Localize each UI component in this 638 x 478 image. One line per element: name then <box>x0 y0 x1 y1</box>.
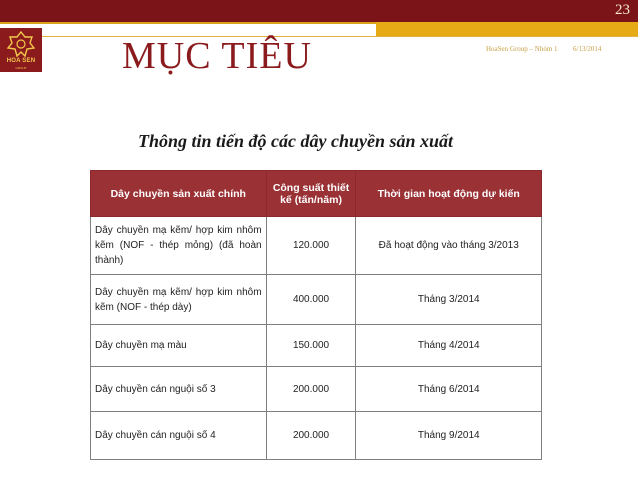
header-operation-time: Thời gian hoạt động dự kiến <box>356 171 542 217</box>
cell-time: Tháng 6/2014 <box>356 367 542 412</box>
table-row <box>91 217 542 275</box>
footer-date: 6/13/2014 <box>573 45 602 53</box>
logo-text: HOA SEN <box>6 58 36 64</box>
slide-title: MỤC TIÊU <box>122 35 312 77</box>
cell-capacity: 200.000 <box>266 412 356 460</box>
table-row <box>91 275 542 325</box>
cell-line: Dây chuyền mạ màu <box>91 325 267 367</box>
cell-capacity: 200.000 <box>266 367 356 412</box>
cell-line: Dây chuyền mạ kẽm/ hợp kim nhôm kẽm (NOF - thép mỏng) (đã hoàn thành) <box>91 217 267 275</box>
header-production-line: Dây chuyền sản xuất chính <box>91 171 267 217</box>
cell-time: Đã hoạt động vào tháng 3/2013 <box>356 217 542 275</box>
cell-capacity: 150.000 <box>266 325 356 367</box>
table-row <box>91 367 542 412</box>
lotus-icon <box>6 31 36 59</box>
cell-time: Tháng 3/2014 <box>356 275 542 325</box>
cell-time: Tháng 9/2014 <box>356 412 542 460</box>
table-row <box>91 412 542 460</box>
company-logo <box>0 28 42 72</box>
gold-thin-line <box>0 36 638 37</box>
logo-subtext: GROUP <box>15 66 27 70</box>
footer-group: HoaSen Group – Nhóm 1 <box>486 45 558 53</box>
gold-accent-bar <box>376 22 638 36</box>
production-schedule-table <box>90 170 542 460</box>
table-header-row <box>91 171 542 217</box>
cell-line: Dây chuyền cán nguội số 4 <box>91 412 267 460</box>
page-number: 23 <box>615 2 630 18</box>
header-capacity: Công suất thiết kế (tấn/năm) <box>266 171 356 217</box>
cell-capacity: 120.000 <box>266 217 356 275</box>
cell-time: Tháng 4/2014 <box>356 325 542 367</box>
slide-subtitle: Thông tin tiến độ các dây chuyền sản xuất <box>138 131 454 151</box>
cell-line: Dây chuyền cán nguội số 3 <box>91 367 267 412</box>
cell-line: Dây chuyền mạ kẽm/ hợp kim nhôm kẽm (NOF - thép dày) <box>91 275 267 325</box>
top-banner <box>0 0 638 22</box>
table-row <box>91 325 542 367</box>
cell-capacity: 400.000 <box>266 275 356 325</box>
